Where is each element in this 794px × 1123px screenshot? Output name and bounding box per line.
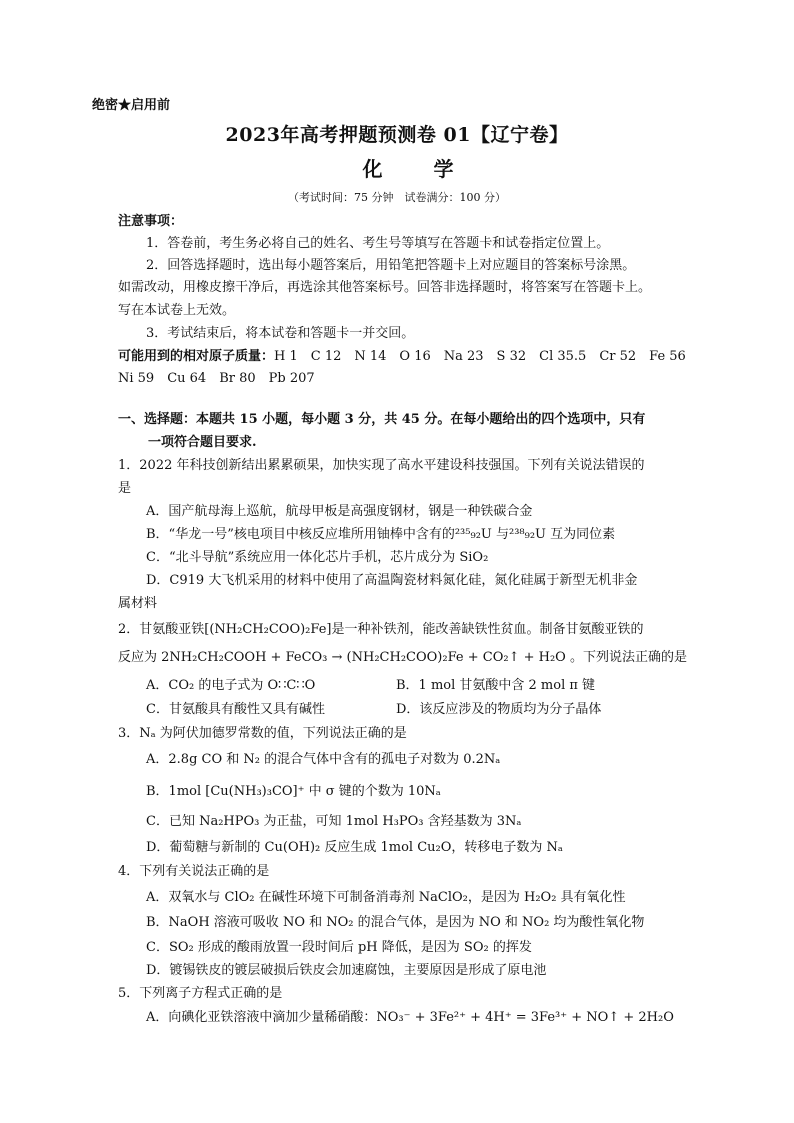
notice-item-1: 1．答卷前，考生务必将自己的姓名、考生号等填写在答题卡和试卷指定位置上。 [146,236,610,251]
q2-option-a: A．CO₂ 的电子式为 O∷C∷O [146,678,316,693]
exam-time-info: （考试时间：75 分钟 试卷满分：100 分） [288,191,506,204]
q2-stem: 2．甘氨酸亚铁[(NH₂CH₂COO)₂Fe]是一种补铁剂，能改善缺铁性贫血。制备甘氨酸亚铁的 [118,622,644,637]
q1-stem: 1．2022 年科技创新结出累累硕果，加快实现了高水平建设科技强国。下列有关说法错误的 [118,458,645,473]
page-title: 2023年高考押题预测卷 01【辽宁卷】 [225,124,569,146]
subject-title: 化 学 [362,157,476,181]
q3-stem: 3．Nₐ 为阿伏加德罗常数的值，下列说法正确的是 [118,726,407,741]
notice-item-2-cont2: 写在本试卷上无效。 [118,303,236,318]
q4-stem: 4．下列有关说法正确的是 [118,864,270,879]
q4-option-a: A．双氧水与 ClO₂ 在碱性环境下可制备消毒剂 NaClO₂，是因为 H₂O₂ 具有氧化性 [146,890,626,905]
q4-option-b: B．NaOH 溶液可吸收 NO 和 NO₂ 的混合气体，是因为 NO 和 NO₂ 均为酸性氧化物 [146,915,645,930]
q2-option-c: C．甘氨酸具有酸性又具有碱性 [146,702,325,717]
atomic-mass-label: 可能用到的相对原子质量： [118,349,275,364]
q5-stem: 5．下列离子方程式正确的是 [118,986,283,1001]
q5-option-a: A．向碘化亚铁溶液中滴加少量稀硝酸：NO₃⁻ + 3Fe²⁺ + 4H⁺ = 3Fe³⁺ + NO↑ + 2H₂O [146,1010,674,1025]
section-heading: 一、选择题：本题共 15 小题，每小题 3 分，共 45 分。在每小题给出的四个选项中，只有 [118,412,646,427]
notice-item-2: 2．回答选择题时，选出每小题答案后，用铅笔把答题卡上对应题目的答案标号涂黑。 [146,258,636,273]
q1-stem-cont: 是 [118,481,132,496]
q3-option-a: A．2.8g CO 和 N₂ 的混合气体中含有的孤电子对数为 0.2Nₐ [146,752,501,767]
notice-item-2-cont: 如需改动，用橡皮擦干净后，再选涂其他答案标号。回答非选择题时，将答案写在答题卡上。 [118,280,652,295]
q4-option-d: D．镀锡铁皮的镀层破损后铁皮会加速腐蚀，主要原因是形成了原电池 [146,963,547,978]
atomic-mass-line-2: Ni 59 Cu 64 Br 80 Pb 207 [118,371,315,386]
q3-option-d: D．葡萄糖与新制的 Cu(OH)₂ 反应生成 1mol Cu₂O，转移电子数为 Nₐ [146,840,563,855]
notice-item-3: 3．考试结束后，将本试卷和答题卡一并交回。 [146,326,415,341]
notice-heading: 注意事项： [118,214,184,229]
confidential-mark: 绝密★启用前 [92,98,171,113]
q3-option-c: C．已知 Na₂HPO₃ 为正盐，可知 1mol H₃PO₃ 含羟基数为 3Nₐ [146,814,522,829]
q1-option-b: B．“华龙一号”核电项目中核反应堆所用铀棒中含有的²³⁵₉₂U 与²³⁸₉₂U 互为同位素 [146,527,616,542]
q4-option-c: C．SO₂ 形成的酸雨放置一段时间后 pH 降低，是因为 SO₂ 的挥发 [146,940,532,955]
q1-option-a: A．国产航母海上巡航，航母甲板是高强度钢材，钢是一种铁碳合金 [146,504,533,519]
q2-option-d: D．该反应涉及的物质均为分子晶体 [396,702,602,717]
atomic-mass-values: H 1 C 12 N 14 O 16 Na 23 S 32 Cl 35.5 Cr 52 Fe 56 [274,349,686,364]
q1-option-d-cont: 属材料 [118,596,158,611]
atomic-mass-line-1 [118,347,686,366]
q2-option-b: B．1 mol 甘氨酸中含 2 mol π 键 [396,678,596,693]
section-heading-cont: 一项符合题目要求. [148,435,257,450]
q1-option-c: C．“北斗导航”系统应用一体化芯片手机，芯片成分为 SiO₂ [146,550,489,565]
q1-option-d: D．C919 大飞机采用的材料中使用了高温陶瓷材料氮化硅，氮化硅属于新型无机非金 [146,573,638,588]
q2-stem-cont: 反应为 2NH₂CH₂COOH + FeCO₃ → (NH₂CH₂COO)₂Fe + CO₂↑ + H₂O 。下列说法正确的是 [118,650,687,665]
q3-option-b: B．1mol [Cu(NH₃)₃CO]⁺ 中 σ 键的个数为 10Nₐ [146,784,441,799]
